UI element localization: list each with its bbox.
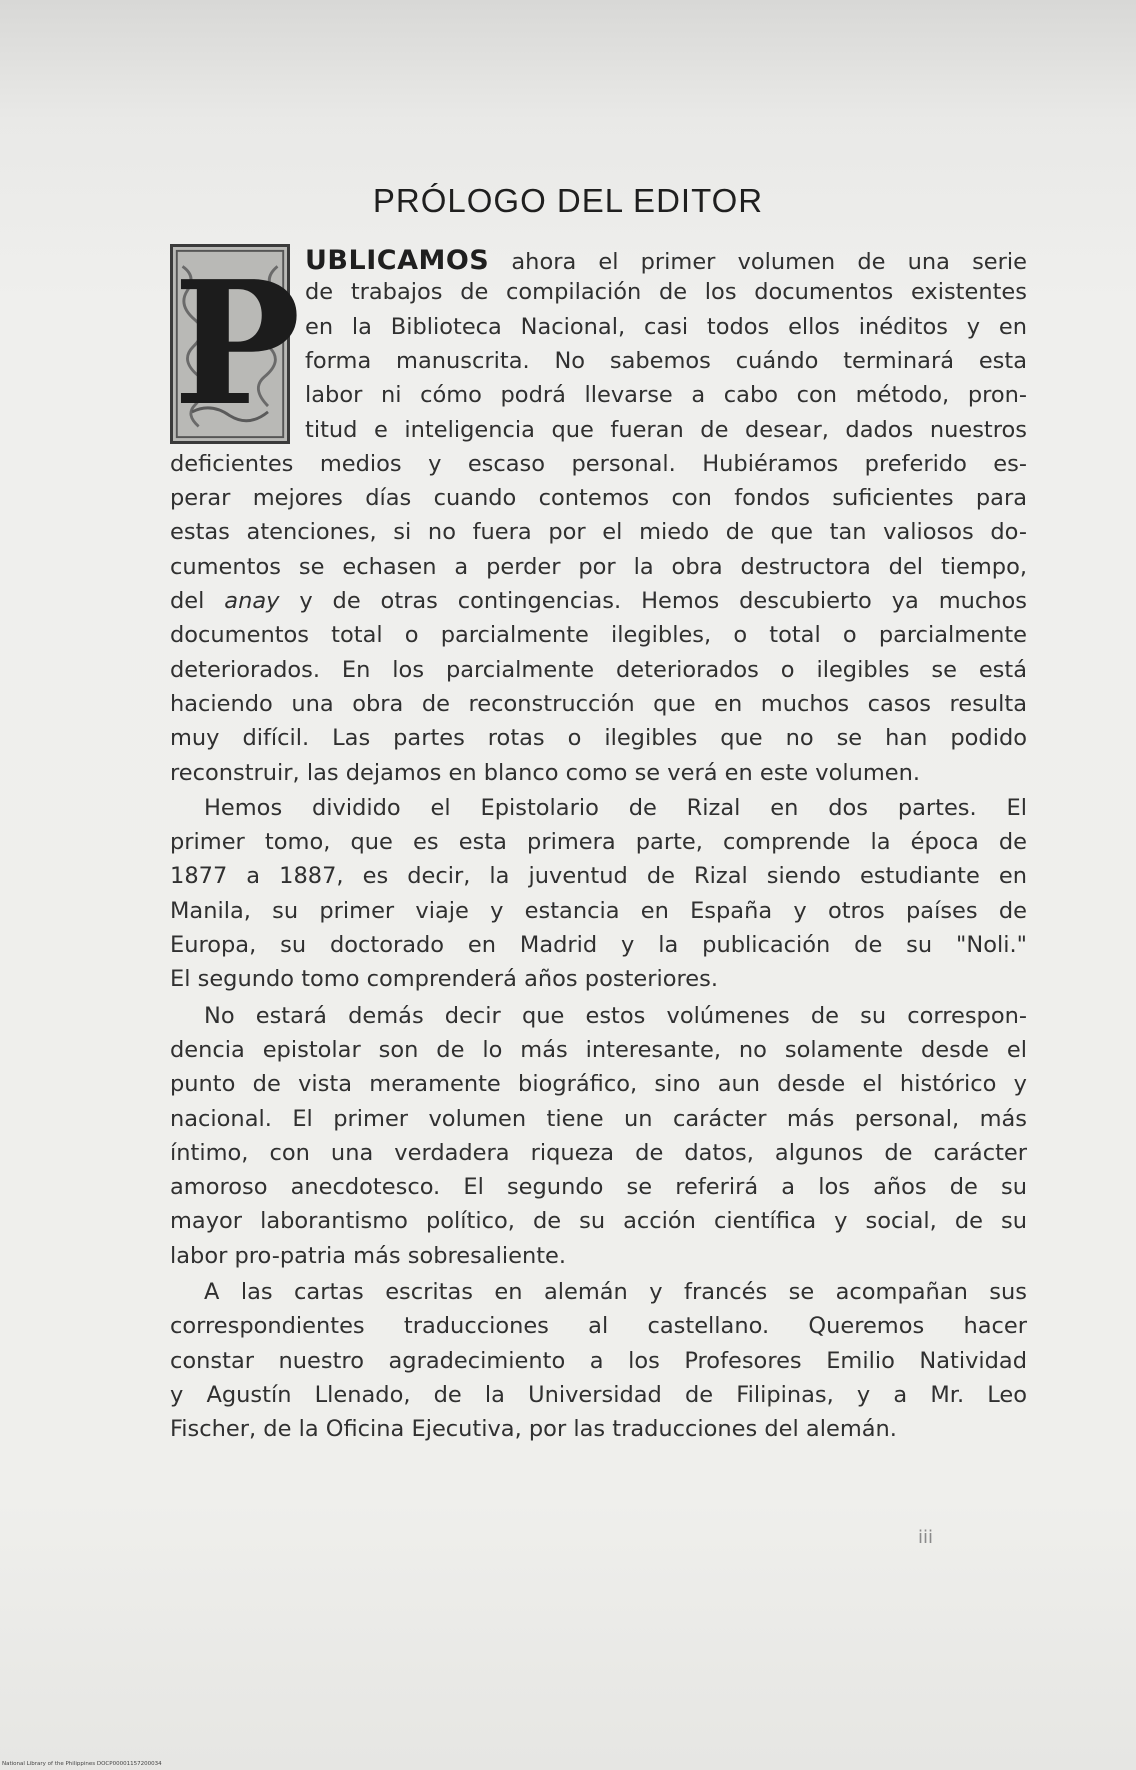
text-line: dencia epistolar son de lo más interesante, no solamente desde el [170, 1036, 1027, 1063]
text-line: estas atenciones, si no fuera por el miedo de que tan valiosos do- [170, 519, 1027, 546]
text-line: primer tomo, que es esta primera parte, comprende la época de [170, 829, 1027, 856]
drop-cap-ornament [170, 244, 301, 444]
page-title: PRÓLOGO DEL EDITOR [372, 182, 764, 219]
text-line: A las cartas escritas en alemán y francés se acompañan sus [204, 1279, 1027, 1305]
text-line: muy difícil. Las partes rotas o ilegibles que no se han podido [170, 725, 1027, 752]
text-line: forma manuscrita. No sabemos cuándo terminará esta [305, 347, 1027, 374]
text-line [170, 588, 1027, 614]
text-line: reconstruir, las dejamos en blanco como se verá en este volumen. [170, 759, 921, 786]
text-line: haciendo una obra de reconstrucción que en muchos casos resulta [170, 690, 1027, 717]
text-line: El segundo tomo comprenderá años posteriores. [170, 966, 718, 993]
text-line: de trabajos de compilación de los documentos existentes [305, 279, 1027, 306]
text-line: Manila, su primer viaje y estancia en España y otros países de [170, 897, 1027, 924]
text-line: cumentos se echasen a perder por la obra destructora del tiempo, [170, 553, 1027, 580]
text-line: punto de vista meramente biográfico, sino aun desde el histórico y [170, 1071, 1027, 1098]
page-number: iii [918, 1527, 934, 1548]
first-word: UBLICAMOS [305, 245, 490, 276]
text-line: 1877 a 1887, es decir, la juventud de Rizal siendo estudiante en [170, 863, 1027, 890]
text-line: titud e inteligencia que fueran de desear, dados nuestros [305, 416, 1027, 443]
text-line: íntimo, con una verdadera riqueza de datos, algunos de carácter [170, 1139, 1027, 1166]
footer-credit: National Library of the Philippines DOCP00001157200034 [2, 1761, 162, 1767]
text-segment: y de otras contingencias. Hemos descubierto ya muchos [279, 588, 1028, 614]
text-line: Fischer, de la Oficina Ejecutiva, por las traducciones del alemán. [170, 1416, 897, 1443]
text-line: perar mejores días cuando contemos con fondos suficientes para [170, 485, 1027, 512]
text-line: correspondientes traducciones al castellano. Queremos hacer [170, 1313, 1027, 1340]
text-line: labor ni cómo podrá llevarse a cabo con método, pron- [305, 382, 1027, 409]
text-segment: del [170, 588, 225, 614]
text-line: labor pro-patria más sobresaliente. [170, 1242, 567, 1269]
drop-cap-letter: P [173, 244, 301, 444]
text-segment: ahora el primer volumen de una serie [511, 249, 1027, 275]
text-line: amoroso anecdotesco. El segundo se referirá a los años de su [170, 1174, 1027, 1201]
text-line: No estará demás decir que estos volúmenes de su correspon- [204, 1002, 1027, 1029]
text-line: Europa, su doctorado en Madrid y la publicación de su "Noli." [170, 932, 1027, 958]
text-line: Hemos dividido el Epistolario de Rizal en dos partes. El [204, 794, 1027, 821]
text-line: y Agustín Llenado, de la Universidad de Filipinas, y a Mr. Leo [170, 1381, 1027, 1408]
italic-word: anay [224, 588, 280, 614]
text-line: deficientes medios y escaso personal. Hubiéramos preferido es- [170, 450, 1027, 477]
text-line: documentos total o parcialmente ilegibles, o total o parcialmente [170, 622, 1027, 649]
text-line [305, 245, 1027, 276]
text-line: mayor laborantismo político, de su acción científica y social, de su [170, 1208, 1027, 1235]
text-line: en la Biblioteca Nacional, casi todos ellos inéditos y en [305, 313, 1027, 340]
text-line: deteriorados. En los parcialmente deteriorados o ilegibles se está [170, 656, 1027, 683]
text-line: constar nuestro agradecimiento a los Profesores Emilio Natividad [170, 1347, 1027, 1374]
text-line: nacional. El primer volumen tiene un carácter más personal, más [170, 1105, 1027, 1132]
